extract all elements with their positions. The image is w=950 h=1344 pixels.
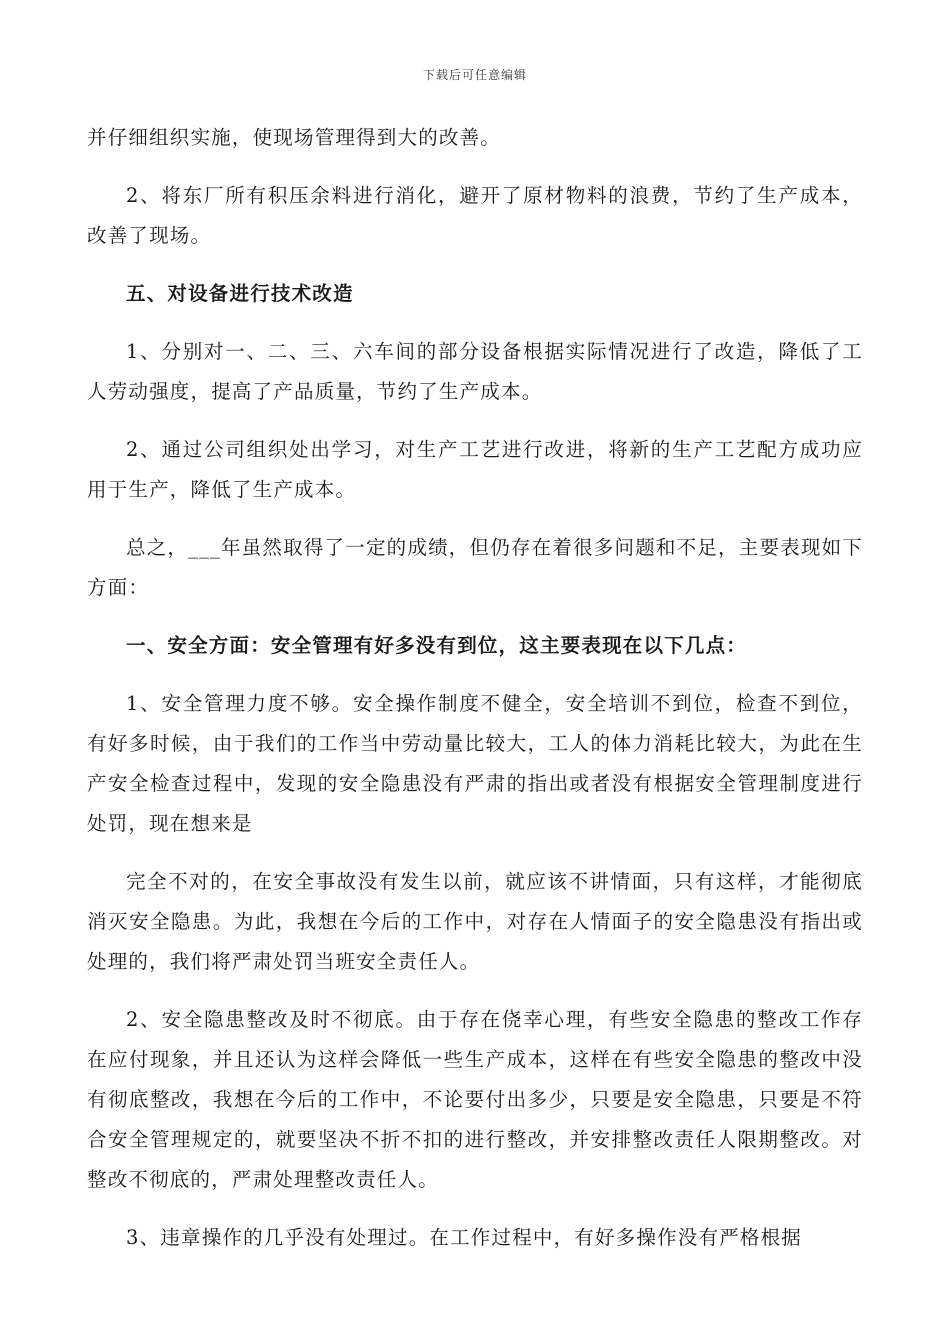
section-heading-safety: 一、安全方面：安全管理有好多没有到位，这主要表现在以下几点：: [126, 634, 748, 657]
section-heading-5: 五、对设备进行技术改造: [126, 282, 354, 305]
paragraph-item-1-equipment: 1、分别对一、二、三、六车间的部分设备根据实际情况进行了改造，降低了工人劳动强度，提高了产品质量，节约了生产成本。: [87, 340, 863, 403]
paragraph-summary: 总之，___年虽然取得了一定的成绩，但仍存在着很多问题和不足，主要表现如下方面：: [87, 536, 863, 599]
paragraph-safety-1: 1、安全管理力度不够。安全操作制度不健全，安全培训不到位，检查不到位，有好多时候，由于我们的工作当中劳动量比较大，工人的体力消耗比较大，为此在生产安全检查过程中，发现的安全隐患没有严肃的指出或者没有根据安全管理制度进行处罚，现在想来是: [87, 692, 863, 835]
paragraph-safety-3: 3、违章操作的几乎没有处理过。在工作过程中，有好多操作没有严格根据: [126, 1226, 803, 1249]
document-body: [87, 118, 863, 1258]
paragraph-item-2-materials: 2、将东厂所有积压余料进行消化，避开了原材物料的浪费，节约了生产成本，改善了现场。: [87, 184, 863, 247]
page-header: 下载后可任意编辑: [422, 68, 527, 82]
paragraph-safety-2: 2、安全隐患整改及时不彻底。由于存在侥幸心理，有些安全隐患的整改工作存在应付现象，并且还认为这样会降低一些生产成本，这样在有些安全隐患的整改中没有彻底整改，我想在今后的工作中，不论要付出多少，只要是安全隐患，只要是不符合安全管理规定的，就要坚决不折不扣的进行整改，并安排整改责任人限期整改。对整改不彻底的，严肃处理整改责任人。: [87, 1008, 863, 1191]
paragraph-item-2-process: 2、通过公司组织处出学习，对生产工艺进行改进，将新的生产工艺配方成功应用于生产，降低了生产成本。: [87, 438, 863, 501]
paragraph-continuation: 并仔细组织实施，使现场管理得到大的改善。: [87, 126, 502, 149]
paragraph-safety-1-cont: 完全不对的，在安全事故没有发生以前，就应该不讲情面，只有这样，才能彻底消灭安全隐患。为此，我想在今后的工作中，对存在人情面子的安全隐患没有指出或处理的，我们将严肃处罚当班安全责任人。: [87, 870, 863, 973]
